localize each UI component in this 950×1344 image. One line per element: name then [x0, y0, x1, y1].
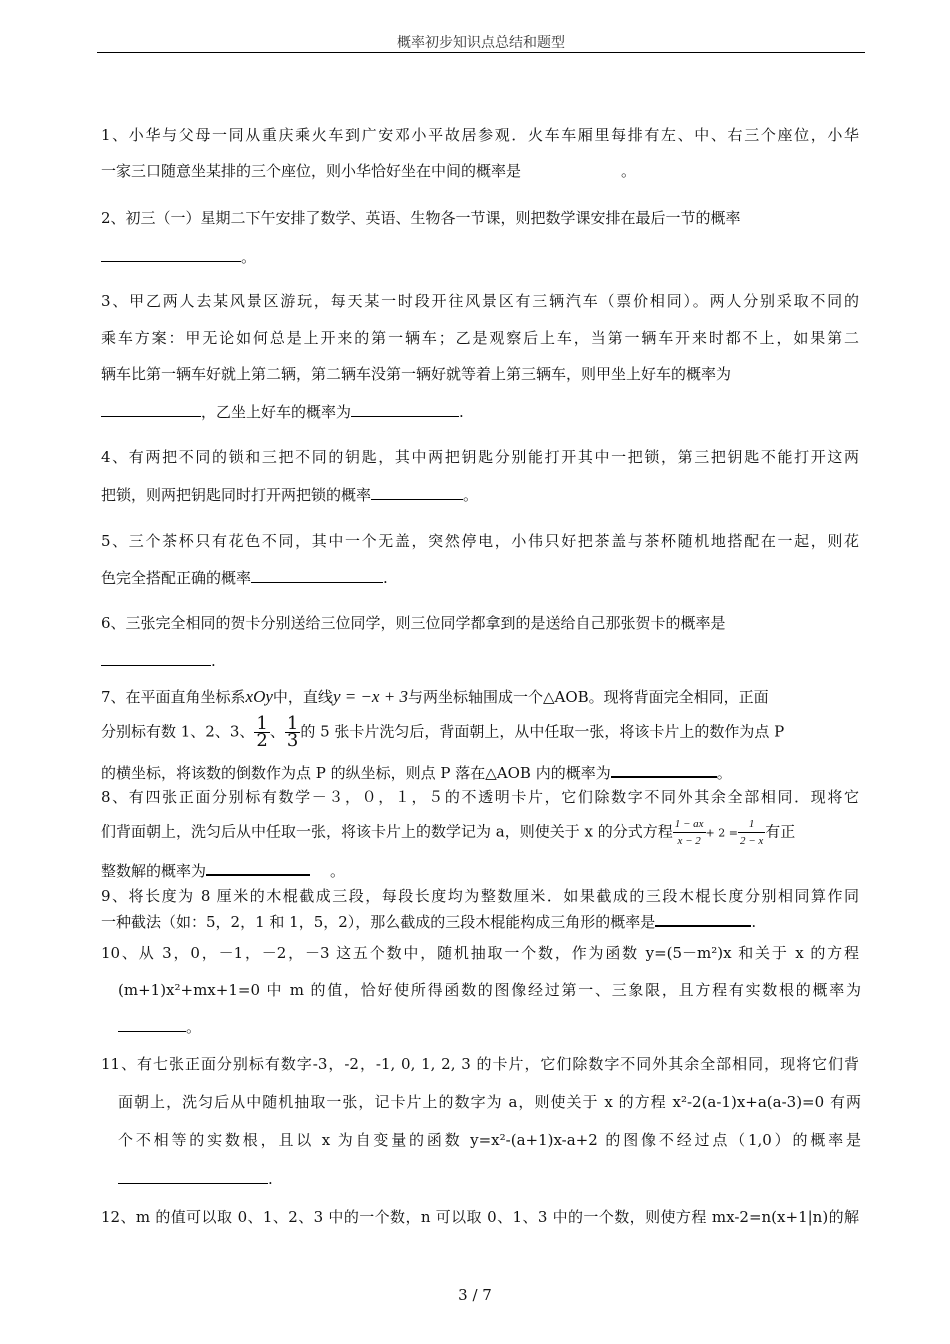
q10-answer-blank[interactable] [118, 1017, 186, 1032]
q3-end: . [459, 403, 464, 421]
q8-text-1: 们背面朝上，洗匀后从中任取一张，将该卡片上的数学记为 a，则使关于 x 的分式方程 [101, 822, 673, 841]
q5-line-1: 5、三个茶杯只有花色不同，其中一个无盖，突然停电，小伟只好把茶盖与茶杯随机地搭配在一起，则花 [101, 532, 859, 550]
q8-line-1: 8、有四张正面分别标有数学－３，０，１，５的不透明卡片，它们除数字不同外其余全部相同．现将它 [101, 788, 859, 806]
q11-end: . [268, 1170, 273, 1188]
q1-line-2 [101, 160, 636, 182]
q5-answer-blank[interactable] [251, 568, 383, 583]
fraction-numerator: 1 [738, 816, 765, 833]
q11-line-2: 面朝上，洗匀后从中随机抽取一张，记卡片上的数字为 a，则使关于 x 的方程 x²-2(a-1)x+a(a-3)=0 有两 [118, 1093, 861, 1111]
q8-line-2 [101, 816, 795, 849]
q6-end: . [211, 652, 216, 670]
q9-text: 一种截法（如：5，2，1 和 1，5，2），那么截成的三段木棍能构成三角形的概率是 [101, 913, 656, 931]
header-rule [97, 52, 865, 53]
q7-end: 。 [716, 764, 732, 782]
q4-line-2 [101, 484, 478, 506]
q3-line-4 [101, 401, 464, 423]
q3-blank-a[interactable] [101, 402, 201, 417]
q3-line-2: 乘车方案：甲无论如何总是上开来的第一辆车；乙是观察后上车，当第一辆车开来时都不上，如果第二 [101, 329, 859, 347]
q2-answer-blank[interactable] [101, 247, 241, 262]
page-number: 3 / 7 [458, 1286, 492, 1304]
q10-end: 。 [186, 1018, 202, 1036]
q1-line-1: 1、小华与父母一同从重庆乘火车到广安邓小平故居参观．火车车厢里每排有左、中、右三个座位，小华 [101, 126, 859, 144]
fraction-numerator: 1 [286, 713, 299, 734]
q7-text-2: 中，直线 [272, 688, 333, 706]
fraction-denominator: x − 2 [677, 835, 701, 847]
q11-answer-blank[interactable] [118, 1169, 268, 1184]
q8-text-3: 整数解的概率为 [101, 862, 207, 880]
fraction-equation-left [673, 816, 706, 849]
fraction-denominator: 2 − x [739, 835, 764, 847]
q2-end: 。 [241, 248, 257, 266]
q7-text-6: 的横坐标，将该数的倒数作为点 P 的纵坐标，则点 P 落在△AOB 内的概率为 [101, 764, 611, 782]
q7-text-3: 与两坐标轴围成一个△AOB。现将背面完全相同，正面 [407, 688, 769, 706]
q2-line-2 [101, 246, 256, 268]
page-header-title: 概率初步知识点总结和题型 [397, 35, 565, 51]
q4-answer-blank[interactable] [371, 485, 463, 500]
q8-line-3 [101, 860, 345, 882]
q7-line-3 [101, 762, 732, 784]
q11-line-4 [118, 1168, 273, 1190]
q8-text-2: 有正 [765, 822, 796, 841]
fraction-one-third [285, 713, 300, 751]
q1-end: 。 [621, 162, 637, 180]
fraction-equation-right [738, 816, 765, 849]
q5-text: 色完全搭配正确的概率 [101, 569, 252, 587]
q10-line-1: 10、从 3，0，－1，－2，－3 这五个数中，随机抽取一个数，作为函数 y=(5－m²)x 和关于 x 的方程 [101, 944, 859, 962]
q7-text-1: 7、在平面直角坐标系 [101, 688, 246, 706]
q1-text: 一家三口随意坐某排的三个座位，则小华恰好坐在中间的概率是 [101, 162, 522, 180]
fraction-one-half [254, 713, 269, 751]
q3-line-3: 辆车比第一辆车好就上第二辆，第二辆车没第一辆好就等着上第三辆车，则甲坐上好车的概率为 [101, 365, 732, 383]
q7-answer-blank[interactable] [611, 762, 717, 778]
q7-line-equation: y = −x + 3 [332, 687, 408, 706]
q4-end: 。 [463, 486, 479, 504]
fraction-numerator: 1 [256, 713, 268, 734]
q6-answer-blank[interactable] [101, 651, 211, 666]
q7-text-5: 的 5 张卡片洗匀后，背面朝上，从中任取一张，将该卡片上的数作为点 P [300, 722, 785, 741]
q6-line-2 [101, 650, 216, 672]
q2-line-1: 2、初三（一）星期二下午安排了数学、英语、生物各一节课，则把数学课安排在最后一节的概率 [101, 209, 741, 227]
q9-line-2 [101, 911, 756, 933]
q9-line-1: 9、将长度为 8 厘米的木棍截成三段，每段长度均为整数厘米．如果截成的三段木棍长度分别相同算作同 [101, 887, 859, 905]
q8-end: 。 [330, 862, 346, 880]
q5-end: . [383, 569, 388, 587]
q7-coord-system: xOy [245, 687, 273, 706]
q3-text-b: ，乙坐上好车的概率为 [201, 403, 352, 421]
q11-line-1: 11、有七张正面分别标有数字-3，-2，-1, 0, 1, 2, 3 的卡片，它们除数字不同外其余全部相同，现将它们背 [101, 1055, 859, 1073]
q11-line-3: 个不相等的实数根，且以 x 为自变量的函数 y=x²-(a+1)x-a+2 的图像不经过点（1,0）的概率是 [118, 1131, 861, 1149]
fraction-denominator: 2 [256, 730, 268, 751]
q4-text: 把锁，则两把钥匙同时打开两把锁的概率 [101, 486, 372, 504]
q9-end: . [751, 913, 757, 931]
q8-answer-blank[interactable] [206, 860, 310, 876]
q12-line-1: 12、m 的值可以取 0、1、2、3 中的一个数，n 可以取 0、1、3 中的一个数，则使方程 mx-2=n(x+1|n)的解 [101, 1208, 859, 1226]
fraction-numerator: 1 − ax [673, 816, 706, 833]
q7-line-2 [101, 713, 785, 751]
q5-line-2 [101, 567, 388, 589]
q7-line-1 [101, 686, 769, 708]
q3-blank-b[interactable] [351, 402, 459, 417]
q10-line-3 [118, 1016, 201, 1038]
q3-line-1: 3、甲乙两人去某风景区游玩，每天某一时段开往风景区有三辆汽车（票价相同）。两人分别采取不同的 [101, 292, 859, 310]
q1-answer-blank[interactable] [521, 162, 621, 176]
q8-plus-two: + 2 = [705, 826, 738, 840]
q4-line-1: 4、有两把不同的锁和三把不同的钥匙，其中两把钥匙分别能打开其中一把锁，第三把钥匙不能打开这两 [101, 448, 859, 466]
q7-separator: 、 [269, 722, 285, 741]
q10-line-2: (m+1)x²+mx+1=0 中 m 的值，恰好使所得函数的图像经过第一、三象限，且方程有实数根的概率为 [118, 981, 861, 999]
q7-text-4: 分别标有数 1、2、3、 [101, 722, 255, 741]
q9-answer-blank[interactable] [655, 911, 751, 927]
fraction-denominator: 3 [286, 730, 299, 751]
q6-line-1: 6、三张完全相同的贺卡分别送给三位同学，则三位同学都拿到的是送给自己那张贺卡的概率是 [101, 614, 726, 632]
